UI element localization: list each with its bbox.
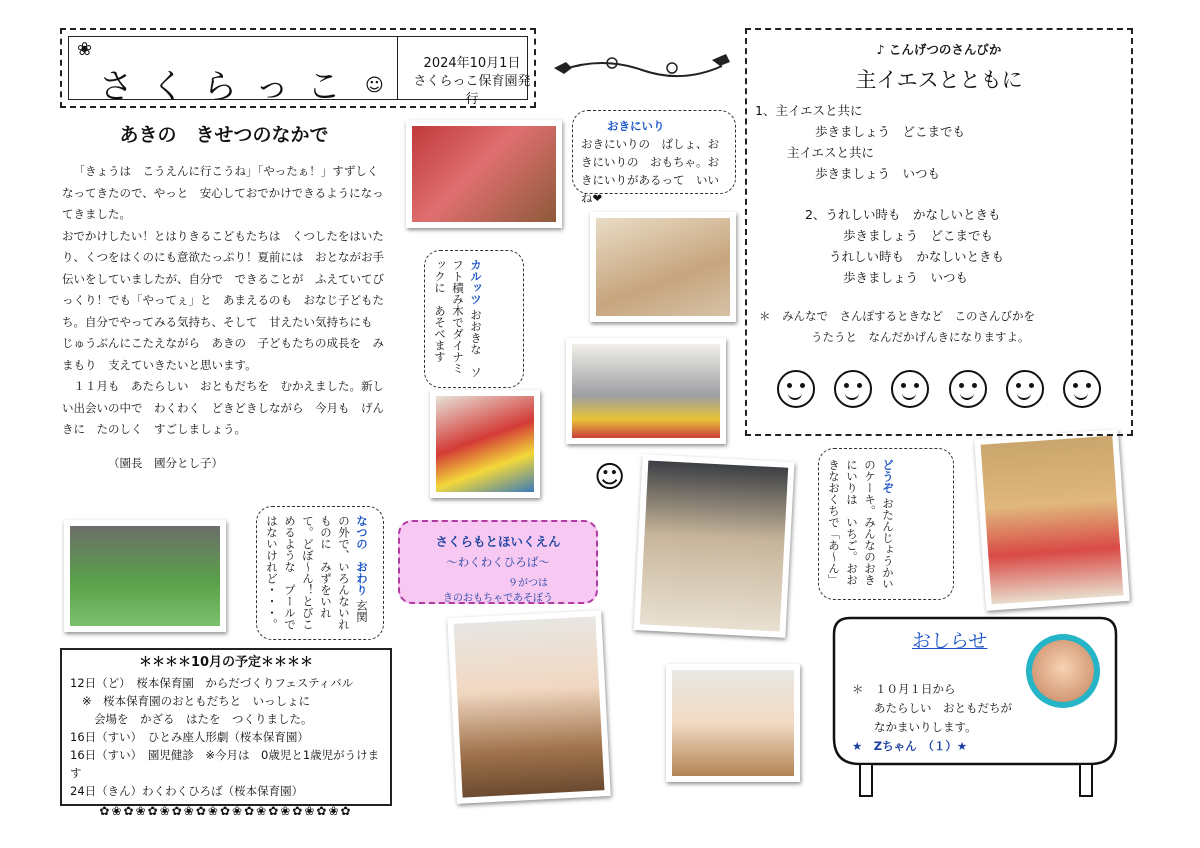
hymn-line-5: 2、うれしい時も かなしいときも <box>805 207 1001 222</box>
new-child-photo <box>1032 640 1094 702</box>
hymn-line-4: 歩きましょう いつも <box>815 166 941 181</box>
bubble-douzo <box>818 448 954 600</box>
director-essay <box>62 120 386 471</box>
child-face-icon <box>777 370 815 408</box>
notice-name-line: ★ Zちゃん （１）★ <box>852 739 968 753</box>
child-face-icon <box>834 370 872 408</box>
sakura-box-line1: ９がつは <box>508 578 548 589</box>
photo-group-table <box>633 454 794 638</box>
child-face-icon <box>1006 370 1044 408</box>
photo-wooden-toys <box>447 610 611 804</box>
flower-icon: ❀ <box>77 39 93 60</box>
hymn-lyrics <box>747 100 1131 288</box>
bubble-karutsu-title: カルッツ <box>469 259 483 305</box>
schedule-item-5: 16日（すい） 園児健診 ※今月は 0歳児と1歳児がうけます <box>70 748 380 780</box>
newsletter-header <box>60 28 536 108</box>
header-date-block <box>409 55 535 109</box>
hymn-label: こんげつのさんびか <box>888 42 1002 57</box>
hymn-title: 主イエスとともに <box>855 68 1023 92</box>
bubble-okiniiri-text: おきにいりの ばしょ、おきにいりの おもちゃ。おきにいりがあるって いいね❤ <box>581 137 719 205</box>
notice-text <box>852 680 1012 756</box>
children-faces-row <box>747 370 1131 412</box>
hymn-line-7: うれしい時も かなしいときも <box>829 249 1005 264</box>
essay-paragraph-2: おでかけしたい！とはりきるこどもたちは くつしたをはいたり、くつをはくのにも意欲たっぷり！夏前には おとながお手伝いをしていましたが、自分で できることが ふえていてびっくり！でも「やってぇ」と あまえるのも おなじ子どもたち。自分でやってみる気持ち、そして 甘えたい気持ちにも じゅうぶんにこたえながら あきの 子どもたちの成長を みまもり 支えていきたいと思います。 <box>62 228 384 372</box>
schedule-item-1: 12日（ど） 桜本保育園 からだづくりフェスティバル <box>70 676 354 690</box>
bubble-karutsu-text: おおきな ソフト積み木でダイナミックに あそべます <box>433 259 483 378</box>
sakura-box-subtitle: ～わくわくひろば～ <box>446 555 550 569</box>
bubble-douzo-content <box>825 459 897 591</box>
bubble-natsu-content <box>263 515 371 633</box>
sakura-box-title: さくらもとほいくえん <box>435 534 561 549</box>
photo-toy-table <box>666 664 800 782</box>
hymn-note-line-2: うたうと なんだかげんきになりますよ。 <box>811 330 1030 344</box>
essay-paragraph-3: １１月も あたらしい おともだちを むかえました。新しい出会いの中で わくわく どきどきしながら 今月も げんきに たのしく すごしましょう。 <box>62 379 384 436</box>
october-schedule <box>60 648 392 818</box>
photo-water-play <box>64 520 226 632</box>
essay-heading: あきの きせつのなかで <box>119 124 329 146</box>
hymn-note-line-1: ＊ みんなで さんぽするときなど このさんびかを <box>759 309 1035 323</box>
bubble-karutsu <box>424 250 524 388</box>
schedule-item-6: 24日（きん）わくわくひろば（桜本保育園） <box>70 784 304 798</box>
mascot-icon: ☺ <box>365 75 384 96</box>
bubble-okiniiri-title: おきにいり <box>607 119 665 133</box>
child-face-icon <box>891 370 929 408</box>
bubble-karutsu-content <box>431 259 485 381</box>
hymn-line-2: 歩きましょう どこまでも <box>815 124 966 139</box>
issue-date: 2024年10月1日 <box>423 56 521 71</box>
notice-title: おしらせ <box>912 630 988 652</box>
bubble-douzo-title: どうぞ <box>881 459 895 494</box>
hymn-box <box>745 28 1133 436</box>
notice-line-2: あたらしい おともだちが <box>874 701 1012 715</box>
schedule-title: ＊＊＊＊10月の予定＊＊＊＊ <box>138 655 314 670</box>
notice-board <box>830 614 1120 764</box>
notice-line-1: ＊ １０月１日から <box>852 682 956 696</box>
music-note-icon: ♪ <box>876 42 885 57</box>
new-child-photo-ring <box>1026 634 1100 708</box>
hymn-line-8: 歩きましょう いつも <box>843 270 969 285</box>
photo-toy-play <box>590 212 736 322</box>
child-with-box-icon: ☺ <box>594 460 626 495</box>
essay-signature: （園長 國分とし子） <box>108 455 223 470</box>
hymn-note <box>747 306 1131 348</box>
notice-line-3: なかまいりします。 <box>874 720 977 734</box>
flower-border-decoration: ✿❀✿❀✿❀✿❀✿❀✿❀✿❀✿❀✿❀✿❀✿ <box>99 804 353 818</box>
essay-paragraph-1: 「きょうは こうえんに行こうね」「やったぁ！」すずしくなってきたので、やっと 安心しておでかけできるようになってきました。 <box>62 164 384 221</box>
hymn-line-3: 主イエスと共に <box>787 145 875 160</box>
child-face-icon <box>1063 370 1101 408</box>
hymn-label-row <box>747 40 1131 58</box>
sakuramoto-events-box <box>398 520 598 604</box>
publisher: さくらっこ保育園発行 <box>413 74 531 107</box>
newsletter-title: さくらっこ <box>99 67 359 107</box>
photo-soft-blocks <box>566 338 726 444</box>
bird-vine-decoration <box>552 46 732 86</box>
schedule-item-2: ※ 桜本保育園のおともだちと いっしょに <box>82 694 311 708</box>
header-divider <box>397 37 398 99</box>
bubble-douzo-text: おたんじょうかいのケーキ。みんなのおきにいりは いちご。おおきなおくちで「あ～ん」 <box>827 459 895 590</box>
child-face-icon <box>949 370 987 408</box>
sakura-box-line2: きのおもちゃであそぼう <box>443 593 553 604</box>
schedule-item-4: 16日（すい） ひとみ座人形劇（桜本保育園） <box>70 730 309 744</box>
schedule-item-3: 会場を かざる はたを つくりました。 <box>94 712 313 726</box>
photo-birthday-cake <box>974 429 1130 611</box>
header-inner-frame <box>68 36 531 107</box>
photo-children-corner <box>406 120 562 228</box>
hymn-line-6: 歩きましょう どこまでも <box>843 228 994 243</box>
photo-yellow-block <box>430 390 540 498</box>
bubble-natsu-title: なつの おわり <box>355 515 369 596</box>
bubble-natsu <box>256 506 384 640</box>
bubble-okiniiri <box>572 110 736 205</box>
bubble-natsu-text: 玄関の外で、いろんないれものに みずをいれて。どぼ～ん！とびこめるような プールではないけれど・・・。 <box>265 515 369 630</box>
hymn-line-1: 1、主イエスと共に <box>755 103 863 118</box>
